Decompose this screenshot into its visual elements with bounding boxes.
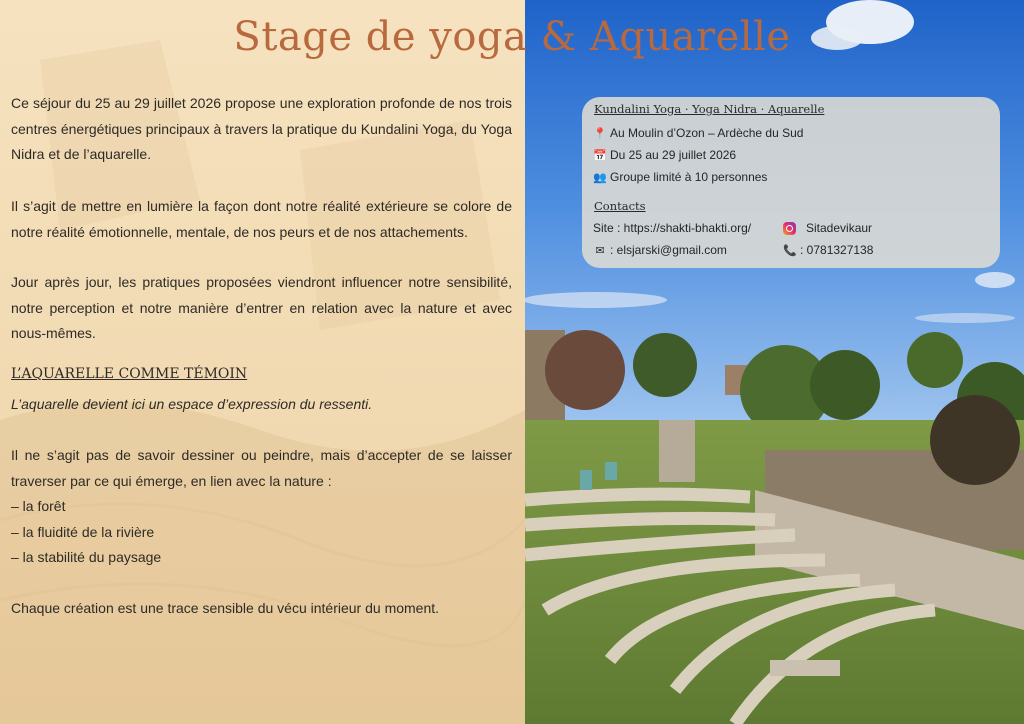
- reality-paragraph: Il s’agit de mettre en lumière la façon dont notre réalité extérieure se colore de notre réalité émotionnelle, mentale, de nos peurs et de nos attachements.: [11, 198, 512, 240]
- instagram-handle[interactable]: Sitadevikaur: [806, 221, 873, 235]
- phone-number[interactable]: : 0781327138: [800, 243, 874, 257]
- site-row[interactable]: [593, 221, 751, 235]
- nature-list: [11, 494, 161, 571]
- people-icon: 👥: [593, 171, 607, 184]
- info-card: [582, 97, 1000, 268]
- list-item: – la forêt: [11, 498, 66, 514]
- email-link[interactable]: : elsjarski@gmail.com: [610, 243, 727, 257]
- intro-paragraph: Ce séjour du 25 au 29 juillet 2026 propose une exploration profonde de nos trois centres énergétiques principaux à travers la pratique du Kundalini Yoga, du Yoga Nidra et de l’aquarelle.: [11, 95, 512, 162]
- instagram-icon: [783, 222, 796, 235]
- location-row: [593, 126, 803, 140]
- mail-icon: ✉: [595, 244, 605, 257]
- phone-icon: 📞: [783, 244, 797, 257]
- list-item: – la fluidité de la rivière: [11, 523, 155, 540]
- practices-paragraph: Jour après jour, les pratiques proposées viendront influencer notre sensibilité, notre perception et notre manière d’entrer en relation avec la nature et avec nous-mêmes.: [11, 274, 512, 341]
- phone-row[interactable]: [783, 243, 873, 257]
- dates-row: [593, 148, 736, 162]
- page-title: Stage de yoga & Aquarelle: [233, 14, 791, 60]
- watercolor-body: Il ne s’agit pas de savoir dessiner ou peindre, mais d’accepter de se laisser traverser par ce qui émerge, en lien avec la nature :: [11, 447, 512, 489]
- email-row[interactable]: [593, 243, 727, 257]
- closing-paragraph: Chaque création est une trace sensible du vécu intérieur du moment.: [11, 600, 440, 616]
- card-heading: Kundalini Yoga · Yoga Nidra · Aquarelle: [594, 102, 825, 116]
- calendar-icon: 📅: [593, 149, 607, 162]
- pin-icon: 📍: [593, 127, 607, 140]
- contacts-heading: Contacts: [594, 199, 646, 213]
- list-item: – la stabilité du paysage: [11, 549, 162, 565]
- group-row: [593, 170, 767, 184]
- instagram-row[interactable]: [783, 221, 872, 235]
- site-link[interactable]: Site : https://shakti-bhakti.org/: [593, 221, 752, 235]
- group-text: Groupe limité à 10 personnes: [610, 170, 768, 184]
- dates-text: Du 25 au 29 juillet 2026: [610, 148, 737, 162]
- watercolor-section-heading: L’AQUARELLE COMME TÉMOIN: [11, 366, 248, 382]
- location-text: Au Moulin d’Ozon – Ardèche du Sud: [610, 126, 804, 140]
- watercolor-subtitle: L’aquarelle devient ici un espace d’expression du ressenti.: [11, 396, 373, 412]
